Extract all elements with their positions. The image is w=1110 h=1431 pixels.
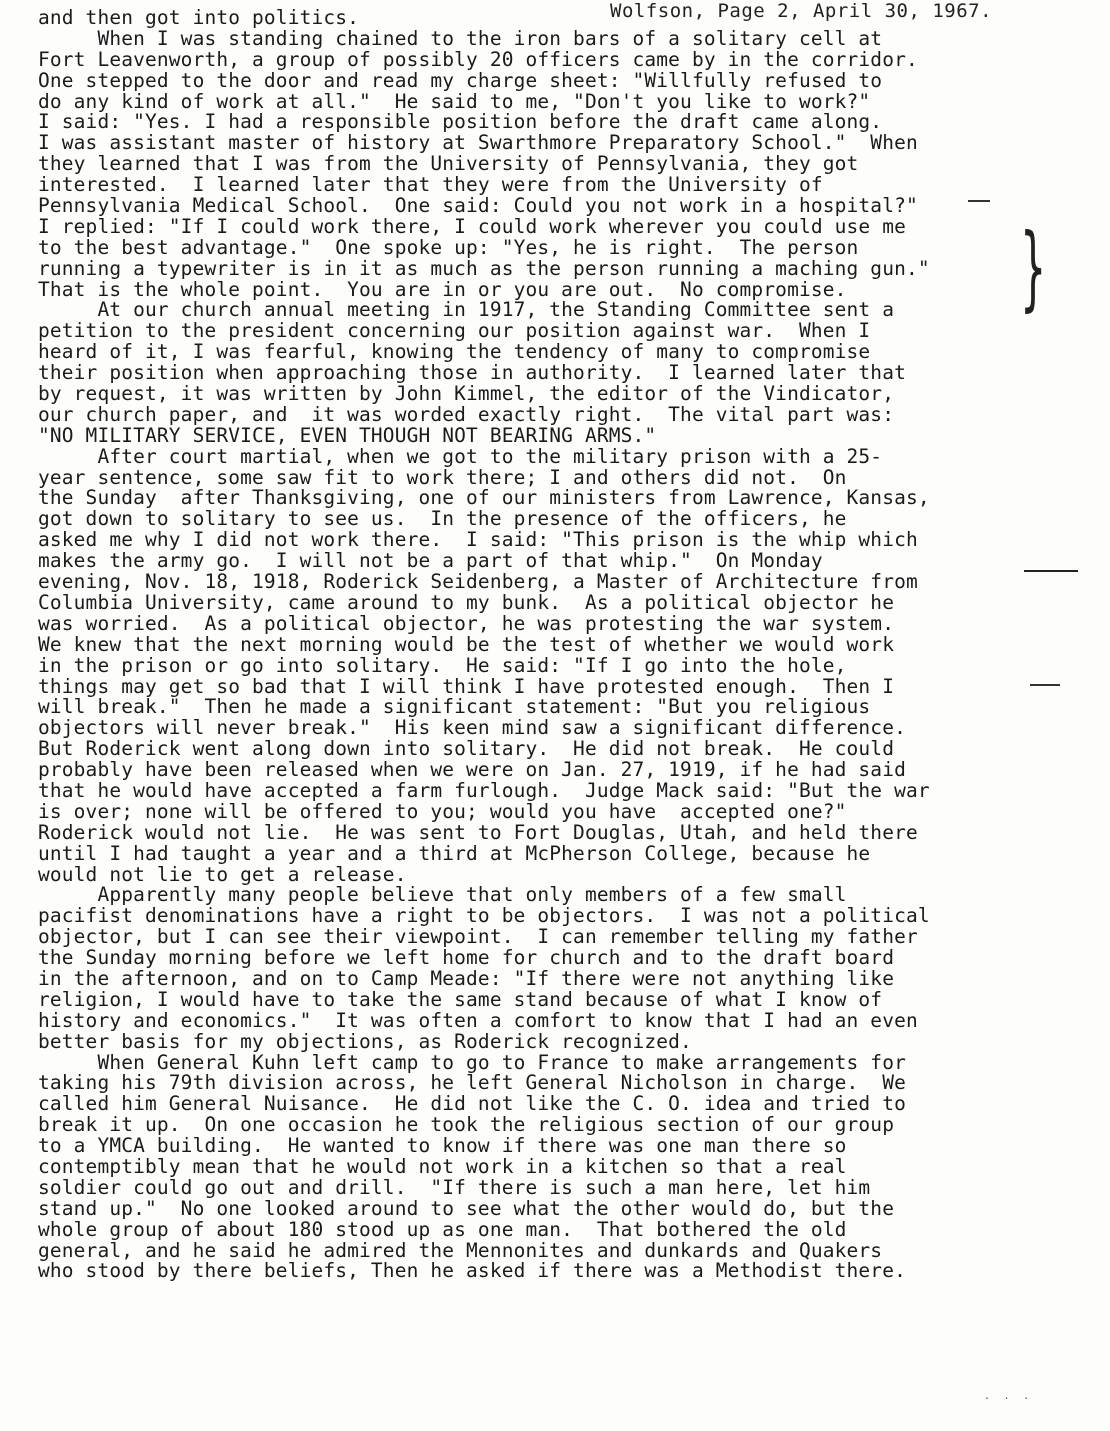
text-line: I was assistant master of history at Swarthmore Preparatory School." When xyxy=(38,131,918,155)
text-line: I said: "Yes. I had a responsible position before the draft came along. xyxy=(38,110,883,134)
text-line: got down to solitary to see us. In the presence of the officers, he xyxy=(38,507,847,531)
page-header: Wolfson, Page 2, April 30, 1967. xyxy=(610,0,993,22)
text-line: "NO MILITARY SERVICE, EVEN THOUGH NOT BEARING ARMS." xyxy=(38,423,657,447)
margin-brace-mark: } xyxy=(1020,214,1047,321)
text-line: heard of it, I was fearful, knowing the tendency of many to compromise xyxy=(38,340,871,364)
text-line: When I was standing chained to the iron bars of a solitary cell at xyxy=(38,26,883,50)
margin-dash-mark xyxy=(968,200,990,202)
text-line: in the prison or go into solitary. He said: "If I go into the hole, xyxy=(38,653,847,677)
text-line: objectors will never break." His keen mind saw a significant difference. xyxy=(38,716,906,740)
text-line: to a YMCA building. He wanted to know if there was one man there so xyxy=(38,1134,847,1158)
text-line: will break." Then he made a significant statement: "But you religious xyxy=(38,695,871,719)
text-line: break it up. On one occasion he took the religious section of our group xyxy=(38,1113,895,1137)
text-line: year sentence, some saw fit to work there; I and others did not. On xyxy=(38,465,847,489)
text-line: running a typewriter is in it as much as the person running a maching gun." xyxy=(38,256,930,280)
text-line: Roderick would not lie. He was sent to Fort Douglas, Utah, and held there xyxy=(38,820,918,844)
text-line: by request, it was written by John Kimmel, the editor of the Vindicator, xyxy=(38,382,895,406)
continuation-dots: . . . xyxy=(985,1388,1035,1402)
text-line: the Sunday after Thanksgiving, one of our ministers from Lawrence, Kansas, xyxy=(38,486,930,510)
text-line: When General Kuhn left camp to go to France to make arrangements for xyxy=(38,1050,906,1074)
text-line: is over; none will be offered to you; would you have accepted one?" xyxy=(38,799,847,823)
text-line: our church paper, and it was worded exactly right. The vital part was: xyxy=(38,402,895,426)
text-line: interested. I learned later that they were from the University of xyxy=(38,173,823,197)
text-line: I replied: "If I could work there, I could work wherever you could use me xyxy=(38,214,906,238)
text-line: probably have been released when we were on Jan. 27, 1919, if he had said xyxy=(38,758,906,782)
margin-dash-mark xyxy=(1030,684,1060,686)
text-line: Apparently many people believe that only members of a few small xyxy=(38,883,847,907)
text-line: whole group of about 180 stood up as one man. That bothered the old xyxy=(38,1217,847,1241)
text-line: until I had taught a year and a third at McPherson College, because he xyxy=(38,841,871,865)
text-line: Columbia University, came around to my bunk. As a political objector he xyxy=(38,590,895,614)
text-line: pacifist denominations have a right to be objectors. I was not a political xyxy=(38,904,930,928)
text-line: After court martial, when we got to the military prison with a 25- xyxy=(38,444,883,468)
text-line: do any kind of work at all." He said to me, "Don't you like to work?" xyxy=(38,89,871,113)
text-line: At our church annual meeting in 1917, the Standing Committee sent a xyxy=(38,298,895,322)
text-line: objector, but I can see their viewpoint. I can remember telling my father xyxy=(38,925,918,949)
text-line: religion, I would have to take the same stand because of what I know of xyxy=(38,987,883,1011)
typed-body xyxy=(38,8,1038,1282)
text-line: One stepped to the door and read my charge sheet: "Willfully refused to xyxy=(38,68,883,92)
text-line: petition to the president concerning our position against war. When I xyxy=(38,319,871,343)
text-line: makes the army go. I will not be a part of that whip." On Monday xyxy=(38,549,823,573)
text-line: called him General Nuisance. He did not like the C. O. idea and tried to xyxy=(38,1092,906,1116)
text-line: We knew that the next morning would be the test of whether we would work xyxy=(38,632,895,656)
text-line: they learned that I was from the University of Pennsylvania, they got xyxy=(38,152,859,176)
text-line: history and economics." It was often a comfort to know that I had an even xyxy=(38,1008,918,1032)
text-line: Pennsylvania Medical School. One said: Could you not work in a hospital?" xyxy=(38,194,918,218)
text-line: to the best advantage." One spoke up: "Yes, he is right. The person xyxy=(38,235,859,259)
text-line: asked me why I did not work there. I said: "This prison is the whip which xyxy=(38,528,918,552)
text-line: that he would have accepted a farm furlough. Judge Mack said: "But the war xyxy=(38,778,930,802)
text-line: soldier could go out and drill. "If there is such a man here, let him xyxy=(38,1175,871,1199)
text-line: better basis for my objections, as Roderick recognized. xyxy=(38,1029,692,1053)
text-line: contemptibly mean that he would not work in a kitchen so that a real xyxy=(38,1154,847,1178)
text-line: their position when approaching those in authority. I learned later that xyxy=(38,361,906,385)
text-line: who stood by there beliefs, Then he asked if there was a Methodist there. xyxy=(38,1259,906,1283)
text-line: evening, Nov. 18, 1918, Roderick Seidenberg, a Master of Architecture from xyxy=(38,570,918,594)
text-line: in the afternoon, and on to Camp Meade: "If there were not anything like xyxy=(38,966,895,990)
text-line: taking his 79th division across, he left General Nicholson in charge. We xyxy=(38,1071,906,1095)
margin-dash-mark xyxy=(1024,570,1078,572)
text-line: and then got into politics. xyxy=(38,6,360,29)
text-line: general, and he said he admired the Mennonites and dunkards and Quakers xyxy=(38,1238,883,1262)
text-line: would not lie to get a release. xyxy=(38,862,407,886)
text-line: Fort Leavenworth, a group of possibly 20 officers came by in the corridor. xyxy=(38,47,918,71)
text-line: That is the whole point. You are in or you are out. No compromise. xyxy=(38,277,847,301)
text-line: was worried. As a political objector, he was protesting the war system. xyxy=(38,611,895,635)
text-line: things may get so bad that I will think I have protested enough. Then I xyxy=(38,674,895,698)
text-line: But Roderick went along down into solitary. He did not break. He could xyxy=(38,737,895,761)
text-line: stand up." No one looked around to see what the other would do, but the xyxy=(38,1196,895,1220)
text-line: the Sunday morning before we left home for church and to the draft board xyxy=(38,946,895,970)
